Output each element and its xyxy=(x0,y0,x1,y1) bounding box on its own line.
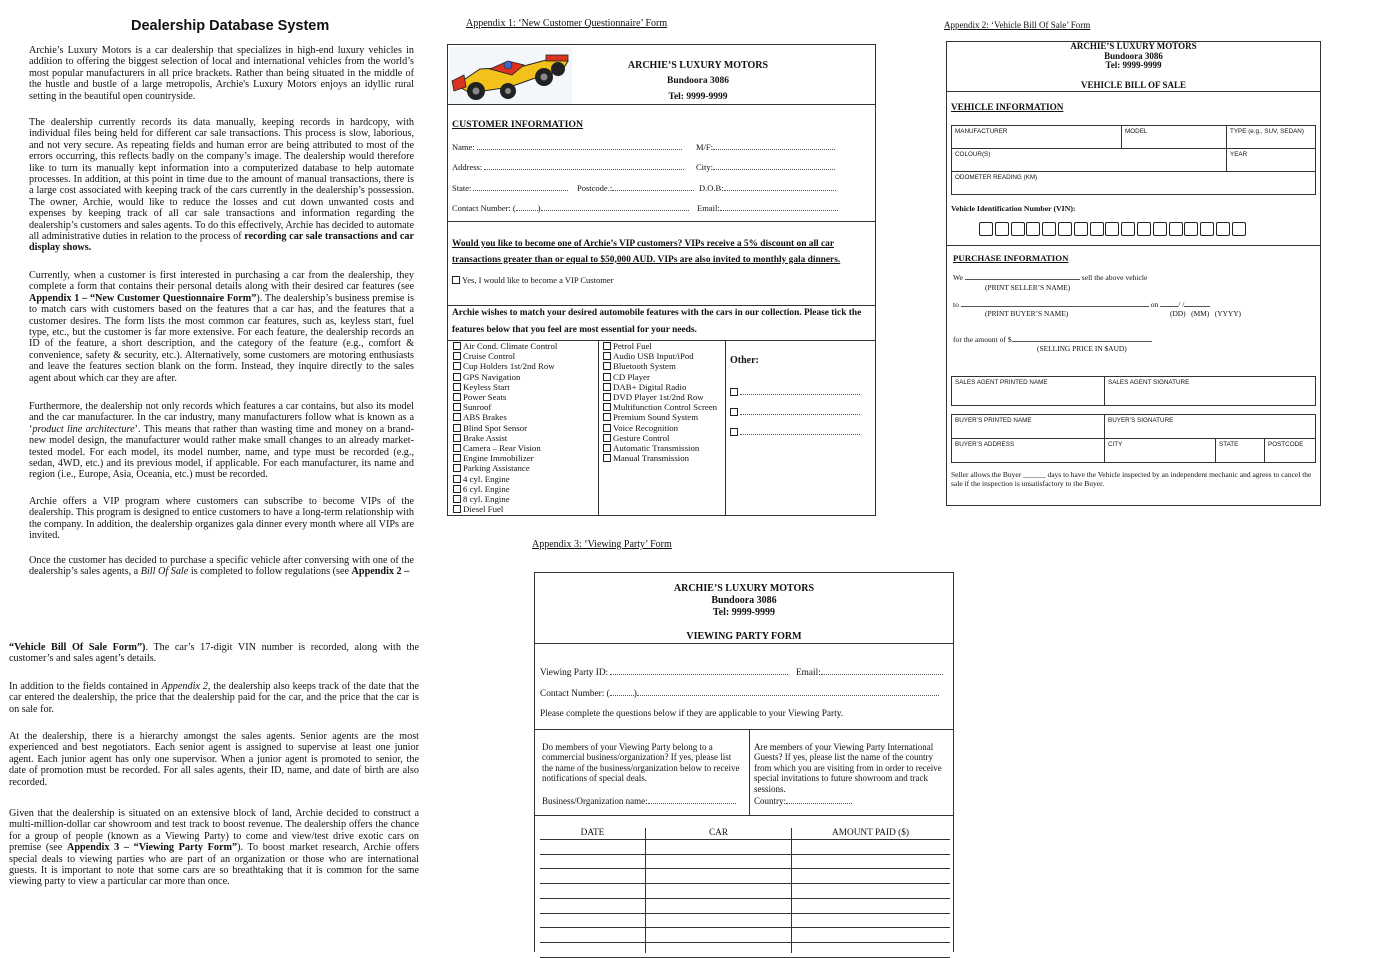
paragraph-questionnaire: Currently, when a customer is first interested in purchasing a car from the dealership, they complete a form that contains their personal details along with their desired car features (see Appendix 1 – “New Customer Questionnaire Form”). The dealership’s business premise is to match cars with customers based on the features that a car has, and the features that a customer desires. The form lists the most common car features, such as, keyless start, fuel type, etc., but the customer is far more extensive. For each feature, the dealership records an ID of the feature, a short description, and the category of the feature (e.g., comfort & convenience, safety & security, etc.). Alternatively, some customers are motoring enthusiasts and leave the features section blank on the form. Instead, they inquire directly to the sales agent about which car they are after. xyxy=(29,270,415,384)
paragraph-fields: In addition to the fields contained in Appendix 2, the dealership also keeps track of the date that the car entered the dealership, the price that the dealership paid for the car, and the price that the car is on sale for. xyxy=(9,681,419,715)
buyer-postcode-field[interactable]: POSTCODE xyxy=(1264,438,1316,463)
feature-option[interactable] xyxy=(603,402,717,412)
country-field[interactable]: Country: xyxy=(754,795,852,806)
seller-line[interactable]: We sell the above vehicle xyxy=(953,273,1148,282)
feature-checkbox[interactable] xyxy=(603,383,611,391)
city-field[interactable]: City: xyxy=(696,161,835,172)
company-tel: Tel: 9999-9999 xyxy=(668,92,728,102)
feature-checkbox[interactable] xyxy=(453,464,461,472)
viewing-party-title: VIEWING PARTY FORM xyxy=(686,631,802,642)
contact-number-field[interactable]: Contact Number: ( ) xyxy=(452,202,689,213)
feature-option[interactable] xyxy=(453,412,557,422)
feature-option[interactable] xyxy=(453,423,557,433)
feature-checkbox[interactable] xyxy=(453,413,461,421)
feature-checkbox[interactable] xyxy=(603,393,611,401)
feature-option[interactable] xyxy=(603,372,717,382)
feature-label: Power Seats xyxy=(463,392,507,403)
feature-option[interactable] xyxy=(603,341,717,351)
feature-option[interactable] xyxy=(453,443,557,453)
feature-option[interactable] xyxy=(603,453,717,463)
vip-option[interactable]: Yes, I would like to become a VIP Customer xyxy=(452,275,613,285)
buyer-signature-field[interactable]: BUYER’S SIGNATURE xyxy=(1104,414,1316,439)
vin-digit-box[interactable] xyxy=(1105,222,1119,236)
name-field[interactable]: Name: xyxy=(452,141,682,152)
feature-option[interactable] xyxy=(453,494,557,504)
document-title: Dealership Database System xyxy=(131,18,330,34)
a3-instruction: Please complete the questions below if they are applicable to your Viewing Party. xyxy=(540,709,844,719)
sales-agent-name-field[interactable]: SALES AGENT PRINTED NAME xyxy=(951,376,1105,406)
a2-company-block: ARCHIE’S LUXURY MOTORS Bundoora 3086 Tel: 9999-9999 xyxy=(1070,41,1197,70)
feature-checkbox[interactable] xyxy=(603,444,611,452)
feature-checkbox[interactable] xyxy=(453,393,461,401)
feature-label: Camera – Rear Vision xyxy=(463,443,541,454)
feature-label: Manual Transmission xyxy=(613,453,690,464)
international-question: Are members of your Viewing Party International Guests? If yes, please list the name of the country from which you are visiting from in order to receive special invitations to future showroom and track sessions. xyxy=(754,742,942,794)
gender-field[interactable]: M/F: xyxy=(696,141,835,152)
feature-checkbox[interactable] xyxy=(453,444,461,452)
vin-digit-box[interactable] xyxy=(1026,222,1040,236)
year-field[interactable]: YEAR xyxy=(1226,148,1316,172)
feature-option[interactable] xyxy=(453,504,557,514)
feature-option[interactable] xyxy=(603,443,717,453)
colour-field[interactable]: COLOUR(S) xyxy=(951,148,1227,172)
table-row[interactable] xyxy=(540,898,950,899)
feature-label: 6 cyl. Engine xyxy=(463,483,510,494)
appendix1-caption: Appendix 1: ‘New Customer Questionnaire’ Form xyxy=(466,18,668,29)
price-caption: (SELLING PRICE IN $AUD) xyxy=(1037,344,1127,353)
table-row[interactable] xyxy=(540,942,950,943)
feature-checkbox[interactable] xyxy=(603,342,611,350)
feature-option[interactable] xyxy=(453,433,557,443)
dob-field[interactable]: D.O.B: xyxy=(699,182,836,193)
state-field[interactable]: State: xyxy=(452,182,568,193)
email-field[interactable]: Email: xyxy=(697,202,838,213)
feature-option[interactable] xyxy=(453,361,557,371)
feature-checkbox[interactable] xyxy=(453,383,461,391)
feature-checkbox[interactable] xyxy=(453,434,461,442)
feature-list-2 xyxy=(603,341,717,463)
feature-label: Premium Sound System xyxy=(613,412,699,423)
bill-of-sale-title: VEHICLE BILL OF SALE xyxy=(1081,80,1186,90)
feature-checkbox[interactable] xyxy=(603,352,611,360)
feature-label: Cup Holders 1st/2nd Row xyxy=(463,361,555,372)
other-option-1[interactable] xyxy=(730,382,860,400)
feature-label: Gesture Control xyxy=(613,432,670,443)
vip-checkbox[interactable] xyxy=(452,276,460,284)
table-row[interactable] xyxy=(540,868,950,869)
manufacturer-field[interactable]: MANUFACTURER xyxy=(951,125,1122,149)
vin-digit-box[interactable] xyxy=(995,222,1009,236)
feature-checkbox[interactable] xyxy=(453,485,461,493)
feature-match-instruction: Archie wishes to match your desired automobile features with the cars in our collection. Please tick the features below that you feel are most essential for your needs. xyxy=(452,308,862,335)
feature-label: DAB+ Digital Radio xyxy=(613,381,687,392)
feature-checkbox[interactable] xyxy=(603,403,611,411)
other-label: Other: xyxy=(730,355,759,366)
feature-label: Engine Immobilizer xyxy=(463,453,534,464)
table-row[interactable] xyxy=(540,854,950,855)
company-suburb: Bundoora 3086 xyxy=(666,76,730,86)
feature-option[interactable] xyxy=(453,463,557,473)
feature-label: Blind Spot Sensor xyxy=(463,422,528,433)
feature-option[interactable] xyxy=(453,474,557,484)
a3-contact-field[interactable]: Contact Number: ( ) xyxy=(540,687,939,699)
vin-boxes[interactable] xyxy=(979,222,1251,237)
feature-checkbox[interactable] xyxy=(453,424,461,432)
organization-name-field[interactable]: Business/Organization name: xyxy=(542,795,736,806)
table-row[interactable] xyxy=(540,927,950,928)
col-amount-header: AMOUNT PAID ($) xyxy=(832,828,909,838)
odometer-field[interactable]: ODOMETER READING (KM) xyxy=(951,171,1316,195)
purchase-info-heading: PURCHASE INFORMATION xyxy=(953,253,1069,263)
appendix2-caption: Appendix 2: ‘Vehicle Bill Of Sale’ Form xyxy=(944,20,1091,30)
feature-checkbox[interactable] xyxy=(603,413,611,421)
sales-agent-signature-field[interactable]: SALES AGENT SIGNATURE xyxy=(1104,376,1316,406)
feature-label: 8 cyl. Engine xyxy=(463,494,510,505)
feature-list-1 xyxy=(453,341,557,514)
feature-option[interactable] xyxy=(603,392,717,402)
feature-label: Parking Assistance xyxy=(463,463,530,474)
feature-checkbox[interactable] xyxy=(453,495,461,503)
vin-digit-box[interactable] xyxy=(1137,222,1151,236)
vin-digit-box[interactable] xyxy=(1121,222,1135,236)
col-car-header: CAR xyxy=(708,828,729,838)
feature-option[interactable] xyxy=(453,382,557,392)
vin-label: Vehicle Identification Number (VIN): xyxy=(951,204,1076,213)
vin-digit-box[interactable] xyxy=(1058,222,1072,236)
race-car-logo xyxy=(450,47,572,104)
feature-option[interactable] xyxy=(453,351,557,361)
feature-option[interactable] xyxy=(453,484,557,494)
feature-checkbox[interactable] xyxy=(453,454,461,462)
feature-checkbox[interactable] xyxy=(603,454,611,462)
feature-label: Cruise Control xyxy=(463,351,516,362)
feature-option[interactable] xyxy=(453,392,557,402)
feature-option[interactable] xyxy=(603,423,717,433)
feature-label: CD Player xyxy=(613,371,650,382)
vin-digit-box[interactable] xyxy=(1074,222,1088,236)
vin-digit-box[interactable] xyxy=(1153,222,1167,236)
vin-digit-box[interactable] xyxy=(1090,222,1104,236)
feature-label: Air Cond. Climate Control xyxy=(463,341,558,351)
postcode-field[interactable]: Postcode.: xyxy=(577,182,694,193)
vin-digit-box[interactable] xyxy=(979,222,993,236)
feature-label: Audio USB Input/iPod xyxy=(613,351,694,362)
customer-info-heading: CUSTOMER INFORMATION xyxy=(452,119,584,130)
a3-email-field[interactable]: Email: xyxy=(796,666,943,678)
feature-label: 4 cyl. Engine xyxy=(463,473,510,484)
vehicle-bill-of-sale-form xyxy=(946,41,1321,506)
appendix3-caption: Appendix 3: ‘Viewing Party’ Form xyxy=(532,539,672,550)
feature-option[interactable] xyxy=(453,341,557,351)
table-row[interactable] xyxy=(540,839,950,840)
table-row[interactable] xyxy=(540,957,950,958)
paragraph-vip: Archie offers a VIP program where customers can subscribe to become VIPs of the dealership. This program is designed to entice customers to have a long-term relationship with the company. In addition, the dealership organizes gala dinner every month where all VIPs are invited. xyxy=(29,496,414,542)
feature-checkbox[interactable] xyxy=(453,362,461,370)
amount-line[interactable]: for the amount of $ xyxy=(953,335,1152,344)
table-row[interactable] xyxy=(540,913,950,914)
inspection-clause: Seller allows the Buyer ______ days to have the Vehicle inspected by an independent mechanic and agrees to cancel the sale if the inspection is unsatisfactory to the Buyer. xyxy=(951,470,1312,488)
other-option-3[interactable] xyxy=(730,422,860,440)
feature-checkbox[interactable] xyxy=(603,373,611,381)
buyer-line[interactable]: to on / / xyxy=(953,300,1210,309)
paragraph-manual-records: The dealership currently records its data manually, keeping records in hardcopy, with individual files being held for different car sale transactions. This process is slow, laborious, and not very secure. As repeating fields and human error are being attributed to most of the errors occurring, this reflects badly on the company’s image. The dealership would therefore like to turn its manually kept information into a computerized database to help automate processes. In addition, at this point in time due to the amount of manual transactions, there is a large cost associated with keeping track of the cars currently in the dealership’s possession. The owner, Archie, would like to reduce the losses and cut down unwanted costs and expenses by keeping track of all car sale transactions and information regarding the dealership’s customers and sales agents. To do this effectively, Archie has decided to automate all administrative duties in relation to the process of recording car sale transactions and car display shows. xyxy=(29,117,414,254)
seller-name-caption: (PRINT SELLER’S NAME) xyxy=(985,283,1071,292)
vin-digit-box[interactable] xyxy=(1011,222,1025,236)
feature-option[interactable] xyxy=(603,361,717,371)
feature-checkbox[interactable] xyxy=(453,342,461,350)
buyer-city-field[interactable]: CITY xyxy=(1104,438,1216,463)
feature-label: DVD Player 1st/2nd Row xyxy=(613,392,704,403)
buyer-address-field[interactable]: BUYER’S ADDRESS xyxy=(951,438,1105,463)
vin-digit-box[interactable] xyxy=(1184,222,1198,236)
feature-label: GPS Navigation xyxy=(463,371,521,382)
feature-label: Diesel Fuel xyxy=(463,504,504,515)
table-row[interactable] xyxy=(540,883,950,884)
feature-option[interactable] xyxy=(453,453,557,463)
feature-option[interactable] xyxy=(603,351,717,361)
vip-question: Would you like to become one of Archie’s VIP customers? VIPs receive a 5% discount on all car transactions greater than or equal to $50,000 AUD. VIPs are also invited to monthly gala dinners. xyxy=(452,239,841,265)
feature-checkbox[interactable] xyxy=(453,403,461,411)
feature-checkbox[interactable] xyxy=(453,352,461,360)
address-field[interactable]: Address: xyxy=(452,161,684,172)
buyer-name-field[interactable]: BUYER’S PRINTED NAME xyxy=(951,414,1105,439)
vin-digit-box[interactable] xyxy=(1169,222,1183,236)
paragraph-viewing-party: Given that the dealership is situated on an extensive block of land, Archie decided to construct a multi-million-dollar car showroom and test track to boost revenue. The dealership offers the chance for a group of people (known as a Viewing Party) to come and view/test drive exotic cars on premise (see Appendix 3 – “Viewing Party Form”). To boost market research, Archie offers special deals to viewing parties who are part of an organization or those who are international guests. It is important to note that some cars are so breathtaking that it is common for the same viewing party to view a particular car more than once. xyxy=(9,808,419,888)
buyer-state-field[interactable]: STATE xyxy=(1215,438,1265,463)
feature-label: Bluetooth System xyxy=(613,361,676,372)
buyer-name-caption: (PRINT BUYER’S NAME) xyxy=(985,309,1069,318)
feature-checkbox[interactable] xyxy=(603,434,611,442)
feature-label: Automatic Transmission xyxy=(613,443,700,454)
feature-checkbox[interactable] xyxy=(453,475,461,483)
vin-digit-box[interactable] xyxy=(1042,222,1056,236)
vehicle-info-heading: VEHICLE INFORMATION xyxy=(951,102,1064,112)
feature-label: Brake Assist xyxy=(463,432,508,443)
feature-option[interactable] xyxy=(603,433,717,443)
feature-option[interactable] xyxy=(453,402,557,412)
viewing-party-id-field[interactable]: Viewing Party ID: xyxy=(540,666,788,678)
feature-checkbox[interactable] xyxy=(453,373,461,381)
col-date-header: DATE xyxy=(580,828,605,838)
feature-label: Multifunction Control Screen xyxy=(613,402,718,413)
organization-question: Do members of your Viewing Party belong to a commercial business/organization? If yes, please list the name of the business/organization below to receive notifications of special deals. xyxy=(542,742,740,784)
feature-label: Keyless Start xyxy=(463,381,510,392)
viewing-party-form xyxy=(534,572,954,952)
model-field[interactable]: MODEL xyxy=(1121,125,1227,149)
paragraph-models: Furthermore, the dealership not only records which features a car contains, but also its model and the car manufacturer. In the car industry, many manufacturers follow what is known as a ‘product line architecture’. This means that rather than wasting time and money on a brand-new model design, the manufacturer would rather make small changes to an already market-tested model. For each model, its model number, name, and type must be recorded (e.g., sedan, 4WD, etc.) and its previous model, if applicable. For each manufacturer, its name and region (i.e., Europe, Asia, Oceania, etc.) must be recorded. xyxy=(29,401,415,481)
feature-checkbox[interactable] xyxy=(453,505,461,513)
paragraph-hierarchy: At the dealership, there is a hierarchy amongst the sales agents. Senior agents are the most experienced and best negotiators. Each senior agent is assigned to supervise at least one junior agent. Each junior agent has only one supervisor. When a junior agent is promoted to senior, the date of promotion must be recorded. For all sales agents, their ID, name, and date of birth are also recorded. xyxy=(9,731,419,788)
feature-checkbox[interactable] xyxy=(603,424,611,432)
a3-company-block: ARCHIE’S LUXURY MOTORS Bundoora 3086 Tel: 9999-9999 xyxy=(673,583,815,618)
type-field[interactable]: TYPE (e.g., SUV, SEDAN) xyxy=(1226,125,1316,149)
vin-digit-box[interactable] xyxy=(1232,222,1246,236)
feature-label: Voice Recognition xyxy=(613,422,679,433)
company-name: ARCHIE’S LUXURY MOTORS xyxy=(627,60,769,71)
paragraph-intro: Archie’s Luxury Motors is a car dealership that specializes in high-end luxury vehicles in addition to offering the biggest selection of local and international vehicles from the world’s most popular manufacturers in all price brackets. Rather than being situated in the middle of the hustle and bustle of a large metropolis, Archie's Luxury Motors enjoys an idyllic rural setting in the beautiful open countryside. xyxy=(29,45,414,102)
customer-questionnaire-form xyxy=(447,44,876,516)
other-option-2[interactable] xyxy=(730,402,860,420)
feature-checkbox[interactable] xyxy=(603,362,611,370)
feature-option[interactable] xyxy=(603,382,717,392)
feature-label: ABS Brakes xyxy=(463,412,507,423)
feature-option[interactable] xyxy=(603,412,717,422)
feature-option[interactable] xyxy=(453,372,557,382)
feature-label: Sunroof xyxy=(463,402,492,413)
feature-label: Petrol Fuel xyxy=(613,341,652,351)
vin-digit-box[interactable] xyxy=(1200,222,1214,236)
vin-digit-box[interactable] xyxy=(1216,222,1230,236)
paragraph-vin: “Vehicle Bill Of Sale Form”). The car’s 17-digit VIN number is recorded, along with the customer’s and sales agent’s details. xyxy=(9,642,420,665)
paragraph-bill-of-sale: Once the customer has decided to purchase a specific vehicle after conversing with one of the dealership’s sales agents, a Bill Of Sale is completed to follow regulations (see Appendix 2 – xyxy=(29,555,414,578)
date-caption: (DD) (MM) (YYYY) xyxy=(1170,309,1242,318)
